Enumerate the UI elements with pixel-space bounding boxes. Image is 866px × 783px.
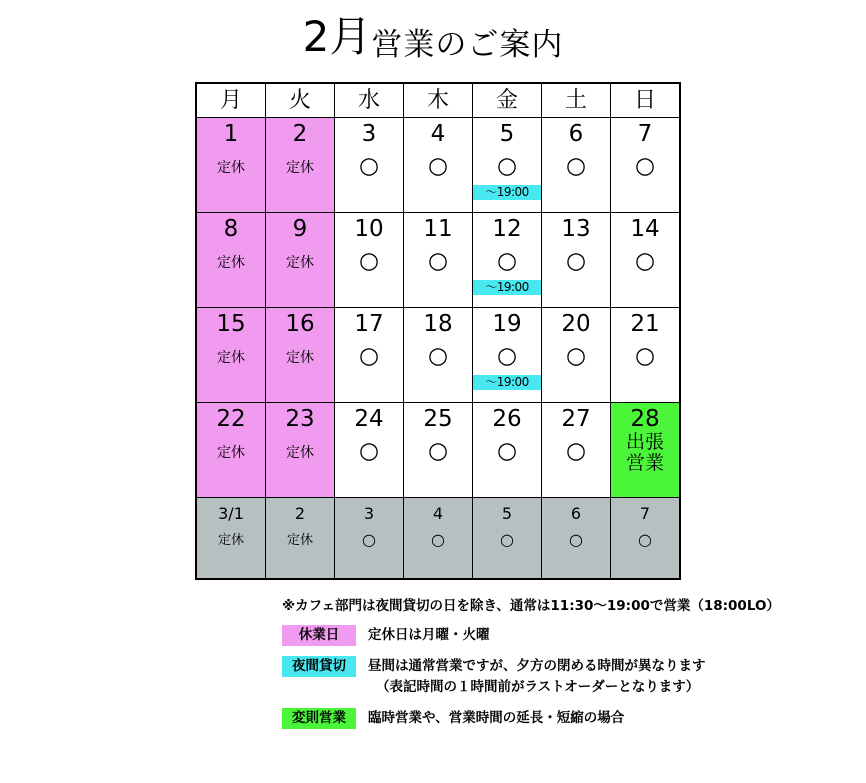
cafe-note: ※カフェ部門は夜間貸切の日を除き、通常は11:30〜19:00で営業（18:00LO） (282, 598, 780, 614)
title-subtitle: 営業のご案内 (371, 27, 564, 63)
day-number: 5 (501, 504, 513, 523)
day-number: 20 (561, 311, 591, 337)
calendar-day-cell (335, 118, 404, 213)
day-number: 2 (294, 504, 306, 523)
calendar-day-cell (542, 403, 611, 498)
calendar-day-cell (473, 213, 542, 308)
dow-sat: 土 (542, 83, 611, 118)
closing-time-note: 〜19:00 (473, 375, 541, 390)
day-number: 12 (492, 216, 522, 242)
day-number: 10 (354, 216, 384, 242)
open-mark-icon: ○ (565, 248, 587, 274)
open-mark-icon: ○ (569, 530, 583, 549)
legend-item-private (282, 656, 866, 699)
day-number: 28 (630, 406, 660, 432)
calendar-day-cell (335, 308, 404, 403)
day-number: 15 (216, 311, 246, 337)
dow-mon: 月 (196, 83, 266, 118)
calendar-day-cell (266, 118, 335, 213)
day-number: 13 (561, 216, 591, 242)
calendar-day-cell (404, 308, 473, 403)
day-number: 24 (354, 406, 384, 432)
open-mark-icon: ○ (634, 153, 656, 179)
calendar-header-row (196, 83, 680, 118)
legend-chip-private: 夜間貸切 (282, 656, 356, 677)
legend-item-irregular (282, 708, 866, 730)
day-number: 8 (223, 216, 239, 242)
dow-sun: 日 (611, 83, 681, 118)
day-number: 25 (423, 406, 453, 432)
closed-label: 定休 (217, 350, 245, 366)
open-mark-icon: ○ (427, 153, 449, 179)
legend-text-private (368, 656, 706, 699)
calendar (195, 82, 671, 580)
day-number: 11 (423, 216, 453, 242)
notes-section (282, 596, 866, 729)
calendar-day-cell (196, 498, 266, 580)
calendar-day-cell (404, 498, 473, 580)
calendar-week-row (196, 308, 680, 403)
day-number: 18 (423, 311, 453, 337)
calendar-day-cell (196, 213, 266, 308)
calendar-day-cell (335, 403, 404, 498)
calendar-day-cell (335, 498, 404, 580)
calendar-day-cell (266, 308, 335, 403)
day-number: 27 (561, 406, 591, 432)
day-number: 3/1 (218, 504, 244, 523)
closed-label: 定休 (217, 160, 245, 176)
special-label-line1: 出張 (625, 431, 664, 453)
day-number: 5 (499, 121, 515, 147)
day-number: 7 (639, 504, 651, 523)
day-number: 16 (285, 311, 315, 337)
open-mark-icon: ○ (634, 343, 656, 369)
day-number: 23 (285, 406, 315, 432)
open-mark-icon: ○ (500, 530, 514, 549)
open-mark-icon: ○ (362, 530, 376, 549)
open-mark-icon: ○ (427, 343, 449, 369)
day-number: 21 (630, 311, 660, 337)
closed-label: 定休 (217, 445, 245, 461)
calendar-day-cell (196, 118, 266, 213)
calendar-day-cell (473, 118, 542, 213)
open-mark-icon: ○ (565, 438, 587, 464)
day-number: 2 (292, 121, 308, 147)
day-number: 1 (223, 121, 239, 147)
closing-time-note: 〜19:00 (473, 280, 541, 295)
day-number: 9 (292, 216, 308, 242)
calendar-day-cell (473, 498, 542, 580)
page-title (0, 0, 866, 64)
calendar-table (195, 82, 681, 580)
calendar-day-cell (266, 213, 335, 308)
open-mark-icon: ○ (427, 248, 449, 274)
calendar-day-cell (404, 118, 473, 213)
calendar-day-cell (196, 403, 266, 498)
legend-text-holiday: 定休日は月曜・火曜 (368, 626, 490, 643)
calendar-day-cell (404, 403, 473, 498)
calendar-day-cell (542, 498, 611, 580)
calendar-day-cell (542, 308, 611, 403)
open-mark-icon: ○ (496, 343, 518, 369)
day-number: 19 (492, 311, 522, 337)
day-number: 4 (430, 121, 446, 147)
calendar-day-cell (473, 403, 542, 498)
open-mark-icon: ○ (358, 153, 380, 179)
day-number: 26 (492, 406, 522, 432)
dow-tue: 火 (266, 83, 335, 118)
closed-label: 定休 (286, 255, 314, 271)
open-mark-icon: ○ (638, 530, 652, 549)
day-number: 17 (354, 311, 384, 337)
calendar-day-cell (473, 308, 542, 403)
calendar-day-cell (196, 308, 266, 403)
calendar-day-cell (611, 213, 681, 308)
calendar-body (196, 118, 680, 580)
calendar-day-cell (335, 213, 404, 308)
legend-item-holiday (282, 625, 866, 647)
legend-text-private-main: 昼間は通常営業ですが、夕方の閉める時間が異なります (368, 657, 706, 674)
dow-thu: 木 (404, 83, 473, 118)
calendar-week-row (196, 118, 680, 213)
legend-text-irregular: 臨時営業や、営業時間の延長・短縮の場合 (368, 709, 625, 726)
calendar-day-cell (611, 308, 681, 403)
closed-label: 定休 (217, 255, 245, 271)
day-number: 22 (216, 406, 246, 432)
dow-wed: 水 (335, 83, 404, 118)
day-number: 7 (637, 121, 653, 147)
calendar-day-cell (266, 498, 335, 580)
calendar-day-cell (542, 118, 611, 213)
calendar-day-cell (266, 403, 335, 498)
calendar-day-cell (404, 213, 473, 308)
calendar-day-cell (611, 498, 681, 580)
day-number: 3 (361, 121, 377, 147)
calendar-week-row (196, 498, 680, 580)
closed-label: 定休 (286, 533, 313, 548)
open-mark-icon: ○ (496, 438, 518, 464)
closed-label: 定休 (286, 350, 314, 366)
calendar-day-cell (611, 403, 681, 498)
calendar-week-row (196, 213, 680, 308)
dow-fri: 金 (473, 83, 542, 118)
open-mark-icon: ○ (358, 343, 380, 369)
closed-label: 定休 (217, 533, 244, 548)
open-mark-icon: ○ (565, 153, 587, 179)
open-mark-icon: ○ (431, 530, 445, 549)
closed-label: 定休 (286, 445, 314, 461)
day-number: 6 (570, 504, 582, 523)
day-number: 4 (432, 504, 444, 523)
open-mark-icon: ○ (427, 438, 449, 464)
day-number: 6 (568, 121, 584, 147)
title-month: 2月 (302, 12, 372, 61)
open-mark-icon: ○ (565, 343, 587, 369)
open-mark-icon: ○ (358, 438, 380, 464)
special-label-line2: 営業 (625, 452, 664, 474)
day-number: 14 (630, 216, 660, 242)
closed-label: 定休 (286, 160, 314, 176)
open-mark-icon: ○ (358, 248, 380, 274)
calendar-day-cell (542, 213, 611, 308)
calendar-day-cell (611, 118, 681, 213)
closing-time-note: 〜19:00 (473, 185, 541, 200)
open-mark-icon: ○ (496, 248, 518, 274)
open-mark-icon: ○ (496, 153, 518, 179)
open-mark-icon: ○ (634, 248, 656, 274)
legend-text-private-sub: （表記時間の１時間前がラストオーダーとなります） (376, 679, 700, 696)
calendar-week-row (196, 403, 680, 498)
legend-chip-irregular: 変則営業 (282, 708, 356, 729)
day-number: 3 (363, 504, 375, 523)
legend-chip-holiday: 休業日 (282, 625, 356, 646)
